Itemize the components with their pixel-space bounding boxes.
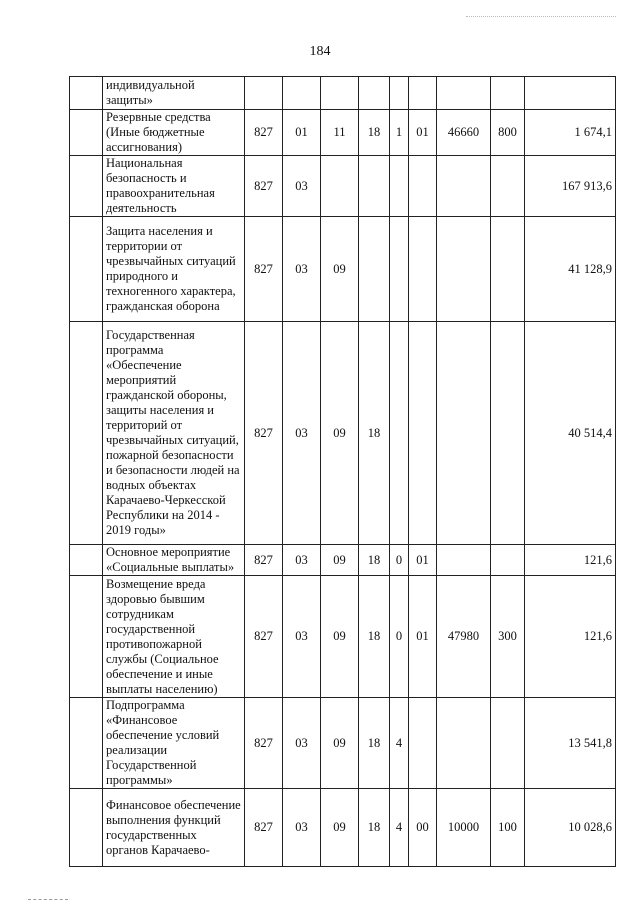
subsection-code-cell: 09 — [321, 789, 359, 867]
event-code-cell: 01 — [409, 576, 437, 698]
expense-type-code-cell — [491, 156, 525, 217]
admin-code-cell: 827 — [245, 217, 283, 322]
expense-type-code-cell — [491, 545, 525, 576]
event-code-cell: 00 — [409, 789, 437, 867]
amount-cell: 121,6 — [525, 545, 616, 576]
event-code-cell: 01 — [409, 110, 437, 156]
amount-cell: 1 674,1 — [525, 110, 616, 156]
subprogram-code-cell: 0 — [390, 545, 409, 576]
row-number-cell — [70, 322, 103, 545]
table-row — [70, 110, 616, 156]
section-code-cell: 03 — [283, 156, 321, 217]
amount-cell — [525, 77, 616, 110]
table-row — [70, 156, 616, 217]
admin-code-cell: 827 — [245, 698, 283, 789]
direction-code-cell — [437, 156, 491, 217]
expense-type-code-cell — [491, 322, 525, 545]
item-name-cell: Финансовое обеспечение выполнения функций государственных органов Карачаево- — [103, 789, 245, 867]
subsection-code-cell: 09 — [321, 217, 359, 322]
expense-type-code-cell: 300 — [491, 576, 525, 698]
program-code-cell — [359, 217, 390, 322]
amount-cell: 41 128,9 — [525, 217, 616, 322]
table-row — [70, 545, 616, 576]
item-name-cell: Резервные средства (Иные бюджетные ассигнования) — [103, 110, 245, 156]
event-code-cell — [409, 698, 437, 789]
item-name-cell: Возмещение вреда здоровью бывшим сотрудникам государственной противопожарной службы (Социальное обеспечение и иные выплаты населению) — [103, 576, 245, 698]
page-number: 184 — [309, 44, 331, 59]
expense-type-code-cell — [491, 698, 525, 789]
subsection-code-cell: 09 — [321, 698, 359, 789]
table-row — [70, 576, 616, 698]
direction-code-cell: 47980 — [437, 576, 491, 698]
direction-code-cell — [437, 322, 491, 545]
section-code-cell: 03 — [283, 322, 321, 545]
admin-code-cell: 827 — [245, 789, 283, 867]
subsection-code-cell: 09 — [321, 545, 359, 576]
table-row — [70, 77, 616, 110]
amount-cell: 121,6 — [525, 576, 616, 698]
expense-type-code-cell — [491, 217, 525, 322]
section-code-cell: 03 — [283, 545, 321, 576]
direction-code-cell — [437, 545, 491, 576]
direction-code-cell — [437, 217, 491, 322]
event-code-cell — [409, 156, 437, 217]
subprogram-code-cell — [390, 156, 409, 217]
program-code-cell: 18 — [359, 545, 390, 576]
admin-code-cell: 827 — [245, 545, 283, 576]
subsection-code-cell: 09 — [321, 576, 359, 698]
row-number-cell — [70, 698, 103, 789]
amount-cell: 167 913,6 — [525, 156, 616, 217]
event-code-cell — [409, 77, 437, 110]
program-code-cell: 18 — [359, 576, 390, 698]
subprogram-code-cell — [390, 322, 409, 545]
subprogram-code-cell: 4 — [390, 698, 409, 789]
program-code-cell — [359, 156, 390, 217]
item-name-cell: Основное мероприятие «Социальные выплаты» — [103, 545, 245, 576]
subsection-code-cell — [321, 77, 359, 110]
item-name-cell: Национальная безопасность и правоохранительная деятельность — [103, 156, 245, 217]
direction-code-cell — [437, 698, 491, 789]
scan-artifact — [466, 16, 616, 18]
section-code-cell — [283, 77, 321, 110]
admin-code-cell: 827 — [245, 322, 283, 545]
section-code-cell: 01 — [283, 110, 321, 156]
program-code-cell — [359, 77, 390, 110]
admin-code-cell: 827 — [245, 110, 283, 156]
row-number-cell — [70, 217, 103, 322]
section-code-cell: 03 — [283, 789, 321, 867]
expense-type-code-cell — [491, 77, 525, 110]
direction-code-cell — [437, 77, 491, 110]
event-code-cell: 01 — [409, 545, 437, 576]
amount-cell: 10 028,6 — [525, 789, 616, 867]
item-name-cell: Защита населения и территории от чрезвычайных ситуаций природного и техногенного характера, гражданская оборона — [103, 217, 245, 322]
row-number-cell — [70, 110, 103, 156]
expense-type-code-cell: 800 — [491, 110, 525, 156]
direction-code-cell: 46660 — [437, 110, 491, 156]
row-number-cell — [70, 77, 103, 110]
subsection-code-cell: 11 — [321, 110, 359, 156]
subsection-code-cell: 09 — [321, 322, 359, 545]
table-row — [70, 789, 616, 867]
subprogram-code-cell: 1 — [390, 110, 409, 156]
section-code-cell: 03 — [283, 217, 321, 322]
item-name-cell: индивидуальной защиты» — [103, 77, 245, 110]
row-number-cell — [70, 545, 103, 576]
subsection-code-cell — [321, 156, 359, 217]
table-row — [70, 217, 616, 322]
section-code-cell: 03 — [283, 698, 321, 789]
item-name-cell: Государственная программа «Обеспечение мероприятий гражданской обороны, защиты населения и территорий от чрезвычайных ситуаций, пожарной безопасности и безопасности людей на водных объектах Карачаево-Черкесской Республики на 2014 - 2019 годы» — [103, 322, 245, 545]
program-code-cell: 18 — [359, 698, 390, 789]
program-code-cell: 18 — [359, 789, 390, 867]
amount-cell: 40 514,4 — [525, 322, 616, 545]
budget-table — [69, 76, 616, 867]
row-number-cell — [70, 789, 103, 867]
admin-code-cell: 827 — [245, 576, 283, 698]
event-code-cell — [409, 217, 437, 322]
subprogram-code-cell: 0 — [390, 576, 409, 698]
subprogram-code-cell — [390, 217, 409, 322]
program-code-cell: 18 — [359, 110, 390, 156]
table-row — [70, 698, 616, 789]
section-code-cell: 03 — [283, 576, 321, 698]
row-number-cell — [70, 576, 103, 698]
event-code-cell — [409, 322, 437, 545]
item-name-cell: Подпрограмма «Финансовое обеспечение условий реализации Государственной программы» — [103, 698, 245, 789]
scan-artifact — [28, 899, 68, 901]
table-row — [70, 322, 616, 545]
program-code-cell: 18 — [359, 322, 390, 545]
row-number-cell — [70, 156, 103, 217]
expense-type-code-cell: 100 — [491, 789, 525, 867]
admin-code-cell — [245, 77, 283, 110]
admin-code-cell: 827 — [245, 156, 283, 217]
subprogram-code-cell: 4 — [390, 789, 409, 867]
direction-code-cell: 10000 — [437, 789, 491, 867]
subprogram-code-cell — [390, 77, 409, 110]
amount-cell: 13 541,8 — [525, 698, 616, 789]
